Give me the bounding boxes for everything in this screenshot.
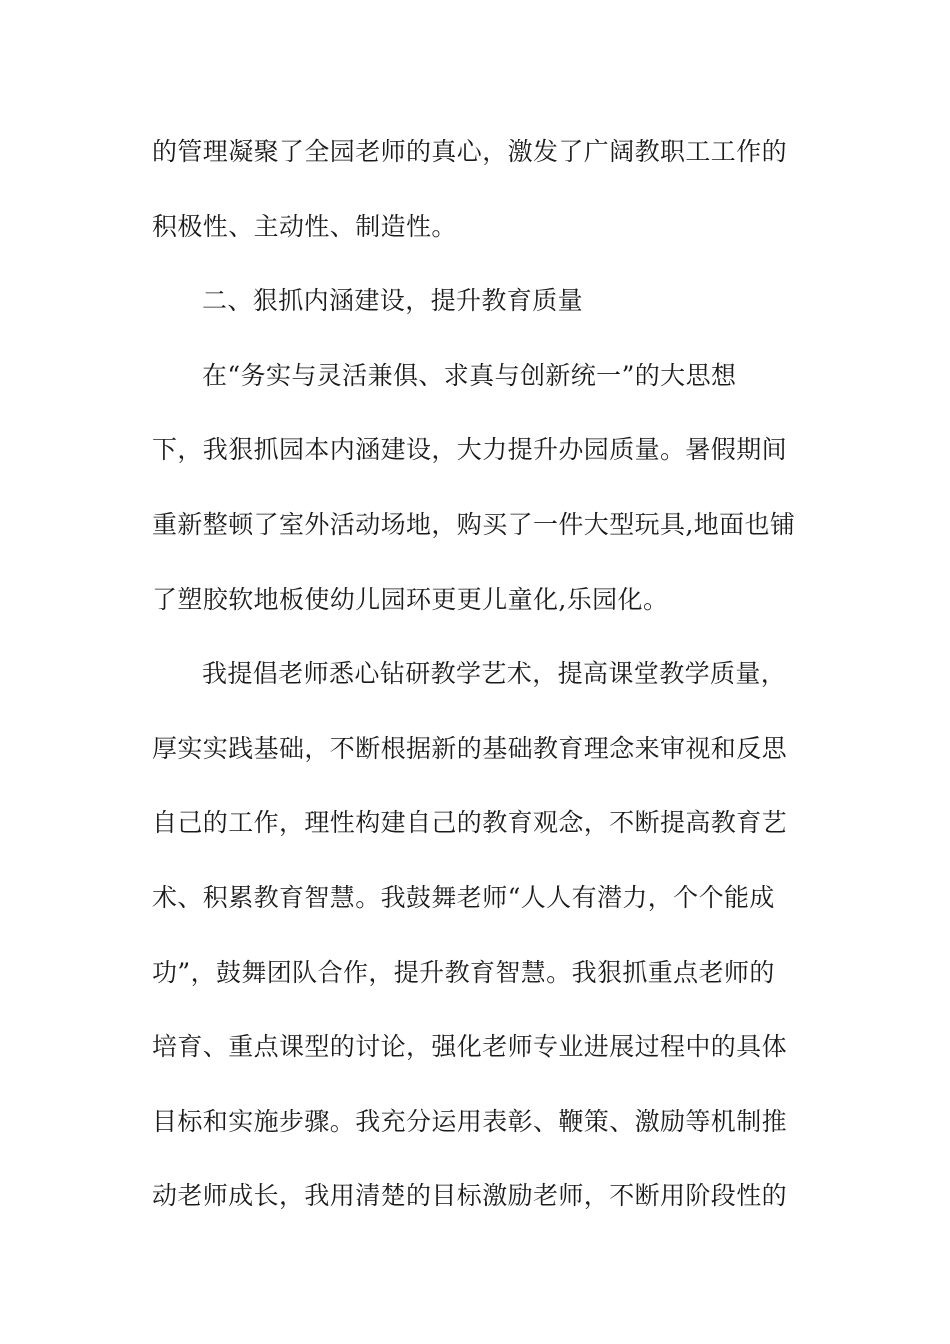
body-text: [152, 130, 804, 1249]
text-line: 重新整顿了室外活动场地，购买了一件大型玩具,地面也铺: [152, 509, 796, 539]
text-line: 培育、重点课型的讨论，强化老师专业进展过程中的具体: [152, 1032, 788, 1062]
text-line: 动老师成长，我用清楚的目标激励老师，不断用阶段性的: [152, 1181, 788, 1211]
text-line: 的管理凝聚了全园老师的真心，激发了广阔教职工工作的: [152, 137, 788, 166]
text-line: 了塑胶软地板使幼儿园环更更儿童化,乐园化。: [152, 584, 669, 614]
text-line: 目标和实施步骤。我充分运用表彰、鞭策、激励等机制推: [152, 1106, 788, 1136]
text-line: 功”，鼓舞团队合作，提升教育智慧。我狠抓重点老师的: [152, 957, 775, 987]
text-line: 我提倡老师悉心钻研教学艺术，提高课堂教学质量，: [202, 659, 787, 689]
text-line: 积极性、主动性、制造性。: [152, 211, 457, 241]
text-line: 厚实实践基础，不断根据新的基础教育理念来审视和反思: [152, 733, 788, 763]
section-heading: 二、狠抓内涵建设，提升教育质量: [202, 286, 584, 316]
text-line: 在“务实与灵活兼俱、求真与创新统一”的大思想: [202, 360, 737, 390]
text-line: 自己的工作，理性构建自己的教育观念，不断提高教育艺: [152, 808, 788, 838]
text-line: 下，我狠抓园本内涵建设，大力提升办园质量。暑假期间: [152, 435, 788, 465]
text-line: 术、积累教育智慧。我鼓舞老师“人人有潜力，个个能成: [152, 882, 775, 912]
